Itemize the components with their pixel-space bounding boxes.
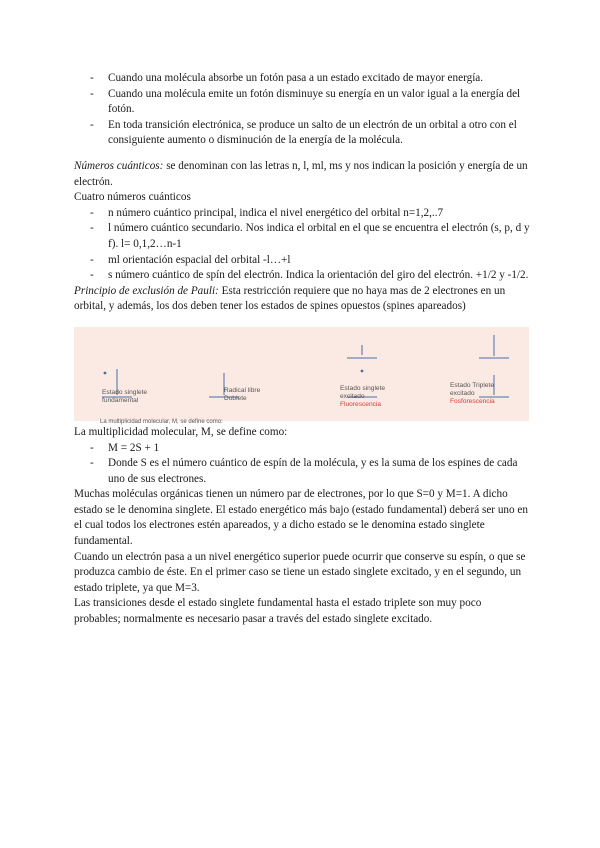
intro-list <box>74 71 530 149</box>
pauli-text: Esta restricción requiere que no haya mas de 2 electrones en un orbital, y además, los dos deben tener los estados de spines opuestos (spines apareados) <box>74 284 506 313</box>
list-item: - l número cuántico secundario. Nos indica el orbital en el que se encuentra el electrón (s, p, d y f). l= 0,1,2…n-1 <box>74 221 530 252</box>
multiplicity-list <box>74 441 530 488</box>
list-item: - Donde S es el número cuántico de espín de la molécula, y es la suma de los espines de cada uno de sus electrones. <box>74 456 530 487</box>
quantum-count-line: Cuatro números cuánticos <box>74 191 191 204</box>
list-item: - s número cuántico de spín del electrón. Indica la orientación del giro del electrón. +1/2 y -1/2. <box>74 268 530 284</box>
singlet-excited-label: Estado singlete excitado Fluorescencia <box>340 384 386 408</box>
document-body <box>74 71 530 628</box>
quantum-numbers-term: Números cuánticos: <box>74 159 164 172</box>
paragraph: Las transiciones desde el estado singlete fundamental hasta el estado triplete son muy poco probables; normalmente es necesario pasar a través del estado singlete excitado. <box>74 597 482 626</box>
multiplicity-intro: La multiplicidad molecular, M, se define como: <box>74 425 288 438</box>
singlet-ground-label: Estado singlete fundamental <box>102 388 148 404</box>
free-radical-label: Radical libre Doblete <box>224 386 261 402</box>
list-item: - M = 2S + 1 <box>74 441 530 457</box>
spin-diagram <box>74 327 529 421</box>
list-item: - En toda transición electrónica, se produce un salto de un electrón de un orbital a otro con el consiguiente aumento o disminución de la energía de la molécula. <box>74 118 530 149</box>
pauli-term: Principio de exclusión de Pauli: <box>74 284 219 297</box>
list-item: - Cuando una molécula emite un fotón disminuye su energía en un valor igual a la energía del fotón. <box>74 87 530 118</box>
list-item: - ml orientación espacial del orbital -l…+l <box>74 253 530 269</box>
quantum-list <box>74 206 530 284</box>
triplet-excited-label: Estado Triplete excitado Fosforescencia <box>450 381 495 405</box>
paragraph: Muchas moléculas orgánicas tienen un número par de electrones, por lo que S=0 y M=1. A dicho estado se le denomina singlete. El estado energético más bajo (estado fundamental) deberá ser uno en el cual todos los electrones estén apareados, y a dicho estado se le denomina estado singlete fundamental. <box>74 488 528 548</box>
spin-states-figure <box>74 327 529 425</box>
figure-caption-cut: La multiplicidad molecular, M, se define como: <box>100 418 223 425</box>
list-item: - Cuando una molécula absorbe un fotón pasa a un estado excitado de mayor energía. <box>74 71 530 87</box>
electron-dot <box>361 370 363 372</box>
quantum-numbers-paragraph <box>74 159 530 190</box>
quantum-numbers-text: se denominan con las letras n, l, ml, ms y nos indican la posición y energía de un electrón. <box>74 159 528 188</box>
pauli-paragraph <box>74 284 530 315</box>
list-item: - n número cuántico principal, indica el nivel energético del orbital n=1,2,..7 <box>74 206 530 222</box>
paragraph: Cuando un electrón pasa a un nivel energético superior puede ocurrir que conserve su espín, o que se produzca cambio de éste. En el primer caso se tiene un estado singlete excitado, y en el segundo, un estado triplete, ya que M=3. <box>74 550 526 594</box>
electron-dot <box>104 372 106 374</box>
